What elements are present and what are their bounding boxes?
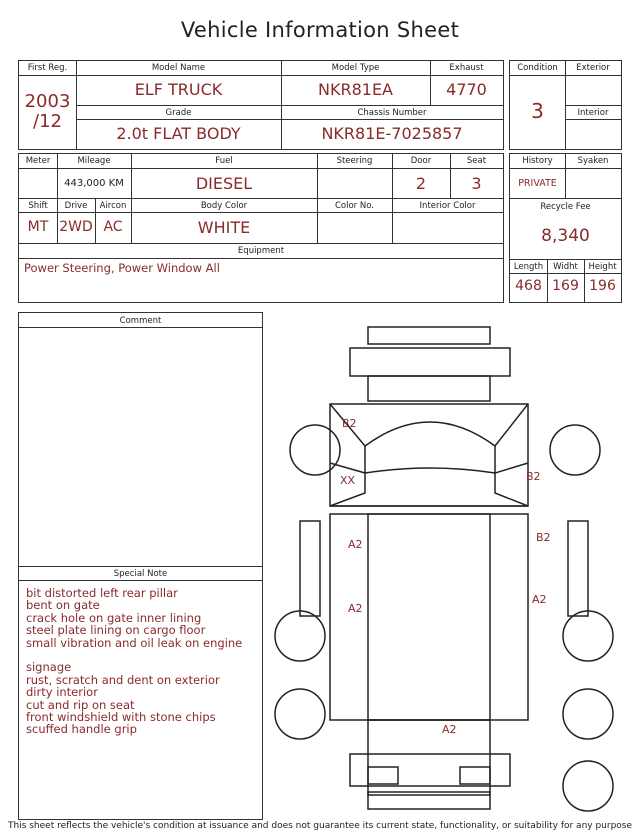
damage-front-left-pillar: B2	[342, 417, 357, 430]
history-box	[509, 153, 622, 303]
sheet-title: Vehicle Information Sheet	[180, 18, 460, 42]
chassis-value: NKR81E-7025857	[321, 124, 463, 143]
exterior-label: Exterior	[576, 63, 610, 73]
meter-label: Meter	[25, 156, 51, 166]
steering-label: Steering	[336, 156, 373, 166]
special-note-item: small vibration and oil leak on engine	[26, 635, 243, 650]
interior-color-label: Interior Color	[419, 201, 476, 211]
special-note-item: dirty interior	[26, 685, 98, 700]
grade-value: 2.0t FLAT BODY	[116, 124, 241, 143]
condition-value: 3	[531, 99, 544, 123]
door-value: 2	[415, 174, 427, 193]
truck-damage-diagram	[270, 318, 630, 818]
special-note-item: scuffed handle grip	[26, 722, 137, 737]
width-value: 169	[552, 278, 579, 294]
front-grille	[350, 348, 510, 376]
model-name-value: ELF TRUCK	[134, 80, 223, 99]
damage-rear: A2	[442, 723, 457, 736]
model-name-label: Model Name	[151, 63, 206, 73]
chassis-label: Chassis Number	[357, 108, 427, 118]
equipment-label: Equipment	[237, 246, 285, 256]
body-color-value: WHITE	[197, 218, 251, 237]
front-bumper	[368, 327, 490, 344]
comment-box	[18, 312, 263, 820]
windshield	[365, 422, 495, 473]
wheel-rear-left-1	[275, 611, 325, 661]
specs-box	[18, 153, 504, 303]
first-reg-year: 2003	[24, 91, 71, 112]
model-type-value: NKR81EA	[318, 80, 393, 99]
height-label: Height	[588, 262, 617, 272]
mileage-label: Mileage	[77, 156, 111, 166]
shift-label: Shift	[28, 201, 48, 211]
special-note-item: signage	[26, 660, 72, 675]
damage-left-bed-upper: A2	[348, 538, 363, 551]
recycle-fee-label: Recycle Fee	[540, 202, 591, 212]
length-value: 468	[515, 278, 542, 294]
fuel-value: DIESEL	[195, 174, 253, 193]
wheel-rear-right-1	[563, 611, 613, 661]
mileage-value: 443,000 KM	[64, 178, 124, 189]
special-note-item: bent on gate	[26, 598, 100, 613]
wheel-rear-right-2	[563, 689, 613, 739]
interior-label: Interior	[577, 108, 609, 118]
special-note-item: bit distorted left rear pillar	[26, 586, 178, 600]
damage-front-right-pillar: B2	[526, 470, 541, 483]
syaken-label: Syaken	[577, 156, 609, 166]
drive-label: Drive	[64, 201, 88, 211]
special-notes-list	[26, 587, 242, 736]
cab-outline	[330, 404, 528, 506]
wheel-rear-left-2	[275, 689, 325, 739]
special-note-item: crack hole on gate inner lining	[26, 610, 202, 625]
damage-left-door: XX	[340, 474, 356, 487]
exhaust-value: 4770	[446, 80, 487, 99]
recycle-fee-value: 8,340	[541, 226, 590, 246]
wheel-front-right	[550, 425, 600, 475]
first-reg-month: /12	[33, 111, 62, 132]
special-note-label: Special Note	[113, 569, 168, 579]
height-value: 196	[589, 278, 616, 294]
history-label: History	[522, 156, 553, 166]
drive-value: 2WD	[59, 219, 93, 235]
disclaimer: This sheet reflects the vehicle's condition at issuance and does not guarantee its current state, functionality, or suitability for any purpose	[7, 821, 633, 831]
body-color-label: Body Color	[200, 201, 248, 211]
shift-value: MT	[27, 219, 49, 235]
width-label: Widht	[553, 262, 578, 272]
exhaust-label: Exhaust	[449, 63, 484, 73]
vehicle-id-box	[18, 60, 504, 150]
aircon-value: AC	[103, 219, 123, 235]
model-type-label: Model Type	[331, 63, 380, 73]
special-note-item: cut and rip on seat	[26, 697, 135, 712]
wheel-front-left	[290, 425, 340, 475]
color-no-label: Color No.	[334, 201, 374, 211]
damage-right-bed: A2	[532, 593, 547, 606]
condition-label: Condition	[517, 63, 558, 73]
condition-box	[509, 60, 622, 150]
aircon-label: Aircon	[99, 201, 127, 211]
damage-left-bed-mid: A2	[348, 602, 363, 615]
equipment-value: Power Steering, Power Window All	[24, 261, 220, 275]
door-label: Door	[410, 156, 432, 166]
damage-right-body: B2	[536, 531, 551, 544]
length-label: Length	[513, 262, 544, 272]
fuel-label: Fuel	[215, 156, 233, 166]
wheel-spare	[563, 761, 613, 811]
seat-value: 3	[471, 174, 482, 193]
grade-label: Grade	[165, 108, 192, 118]
history-value: PRIVATE	[518, 178, 557, 189]
special-note-item: rust, scratch and dent on exterior	[26, 672, 220, 687]
special-note-item: steel plate lining on cargo floor	[26, 623, 206, 638]
comment-label: Comment	[119, 316, 162, 326]
special-note-item: front windshield with stone chips	[26, 710, 216, 725]
seat-label: Seat	[466, 156, 487, 166]
first-reg-label: First Reg.	[27, 63, 68, 73]
